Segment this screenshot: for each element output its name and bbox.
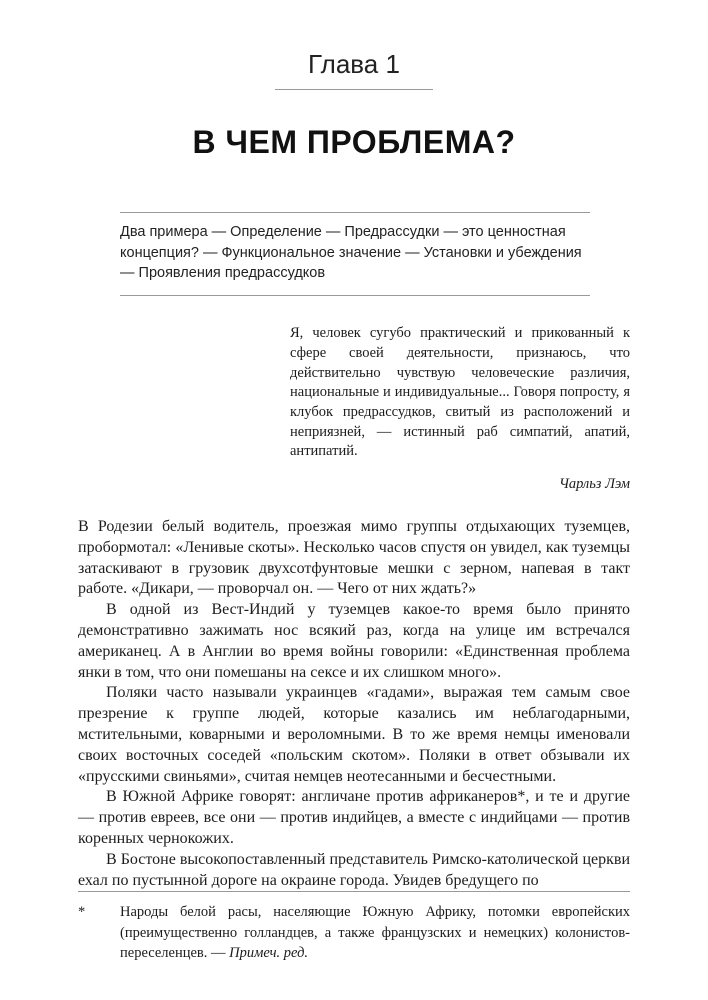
- summary-text: Два примера — Определение — Предрассудки — это ценностная концепция? — Функциональное значение — Установки и убеждения — Проявления предрассудков: [120, 224, 582, 282]
- footnote-note-label: Примеч. ред.: [229, 945, 309, 962]
- chapter-rule: [275, 89, 433, 90]
- paragraph: В Бостоне высокопоставленный представитель Римско-католической церкви ехал по пустынной дороге на окраине города. Увидев бредущего по: [78, 850, 630, 889]
- page-title: В ЧЕМ ПРОБЛЕМА?: [192, 123, 516, 160]
- paragraph: Поляки часто называли украинцев «гадами», выражая тем самым свое презрение к группе людей, которые казались им неблагодарными, мстительными, коварными и вероломными. В то же время немцы именовали своих восточных соседей «польским скотом». Поляки в ответ обзывали их «прусскими свиньями», считая немцев неотесанными и бесчестными.: [78, 684, 630, 785]
- chapter-label: Глава 1: [308, 49, 400, 79]
- footnote-block: [78, 891, 630, 963]
- epigraph-text: Я, человек сугубо практический и прикованный к сфере своей деятельности, признаюсь, что действительно чувствую человеческие различия, национальные и индивидуальные... Говоря попросту, я клубок предрассудков, свитый из расположений и неприязней, — истинный раб симпатий, апатий, антипатий.: [290, 325, 630, 460]
- paragraph: В одной из Вест-Индий у туземцев какое-то время было принято демонстративно зажимать нос всякий раз, когда на улице им встречался американец. А в Англии во время войны говорили: «Единственная проблема янки в том, что они помешаны на сексе и их слишком много».: [78, 601, 630, 681]
- footnote-body: [120, 902, 630, 963]
- epigraph: [290, 324, 630, 493]
- body-text: [78, 517, 630, 891]
- footnote: [78, 902, 630, 963]
- footnote-text: Народы белой расы, населяющие Южную Африку, потомки европейских (преимущественно голландцев, а также французских и немецких) колонистов-переселенцев. —: [120, 904, 630, 962]
- paragraph: В Южной Африке говорят: англичане против африканеров*, и те и другие — против евреев, все они — против индийцев, а вместе с индийцами — против коренных чернокожих.: [78, 788, 630, 848]
- epigraph-attribution: Чарльз Лэм: [558, 476, 630, 493]
- paragraph: В Родезии белый водитель, проезжая мимо группы отдыхающих туземцев, пробормотал: «Ленивые скоты». Несколько часов спустя он увидел, как туземцы затаскивают в грузовик двухсотфунтовые мешки с зерном, напевая в такт работе. «Дикари, — проворчал он. — Чего от них ждать?»: [78, 518, 630, 598]
- footnote-marker: *: [78, 904, 86, 921]
- summary-block: [120, 212, 590, 296]
